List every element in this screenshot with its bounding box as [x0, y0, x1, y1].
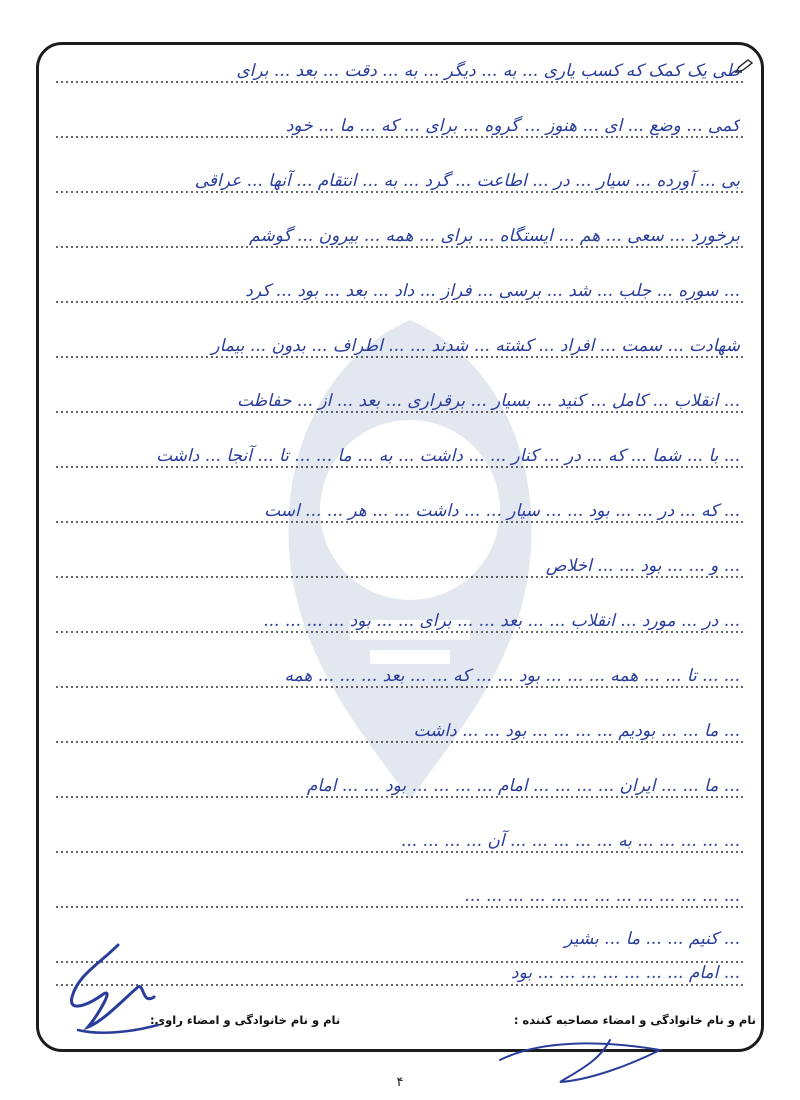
handwritten-line: ... انقلاب ... کامل ... کنید ... بسیار ... برقراری ... بعد ... از ... حفاظت	[236, 391, 740, 411]
handwritten-line: بی ... آورده ... سیار ... در ... اطاعت ... گرد ... به ... انتقام ... آنها ... عراقی	[194, 171, 740, 191]
handwritten-line: ... امام ... ... ... ... ... ... ... بود	[511, 963, 740, 983]
interviewer-signature-label: نام و نام خانوادگی و امضاء مصاحبه کننده :	[513, 1013, 756, 1027]
handwritten-line: ... با ... شما ... که ... در ... کنار ... ... داشت ... به ... ما ... ... تا ... آنجا ... داشت	[156, 446, 740, 466]
handwritten-line: ... و ... ... بود ... ... اخلاص	[545, 556, 740, 576]
handwritten-line: شهادت ... سمت ... افراد ... کشته ... شدند ... ... اطراف ... بدون ... بیمار	[211, 336, 740, 356]
handwritten-line: ... ... ... ... ... به ... ... ... ... ... آن ... ... ... ...	[400, 831, 740, 851]
handwritten-line: برخورد ... سعی ... هم ... ایستگاه ... برای ... همه ... بیرون ... گوشم	[249, 226, 740, 246]
handwritten-line: ... در ... مورد ... انقلاب ... ... بعد ... ... برای ... ... بود ... ... ... ...	[263, 611, 740, 631]
handwritten-line: ... ... تا ... ... همه ... ... ... بود ... ... که ... ... بعد ... ... ... همه	[284, 666, 740, 686]
page-number: ۴	[396, 1075, 404, 1090]
interviewer-signature-icon	[480, 1020, 680, 1090]
handwritten-signature-icon	[58, 935, 168, 1045]
handwritten-line: ... که ... در ... ... بود ... ... سیار ... ... داشت ... ... هر ... ... است	[264, 501, 740, 521]
handwritten-line: کمی ... وضع ... ای ... هنوز ... گروه ... برای ... که ... ما ... خود	[285, 116, 740, 136]
handwritten-line: ... ... ... ... ... ... ... ... ... ... ... ... ...	[464, 886, 740, 906]
handwritten-line: ... کنیم ... ... ما ... بشیر	[564, 929, 740, 949]
handwritten-line: ... سوره ... جلب ... شد ... برسی ... فراز ... داد ... بعد ... بود ... کرد	[245, 281, 740, 301]
handwritten-line: ... ما ... ... ایران ... ... ... ... امام ... ... ... ... بود ... ... امام	[306, 776, 740, 796]
handwritten-line: ... ما ... ... بودیم ... ... ... ... بود ... ... داشت	[413, 721, 740, 741]
narrator-signature-label: نام و نام خانوادگی و امضاء راوی:	[150, 1013, 341, 1027]
handwritten-line: طی یک کمک که کسب یاری ... به ... دیگر ... به ... دقت ... بعد ... برای	[236, 61, 740, 81]
